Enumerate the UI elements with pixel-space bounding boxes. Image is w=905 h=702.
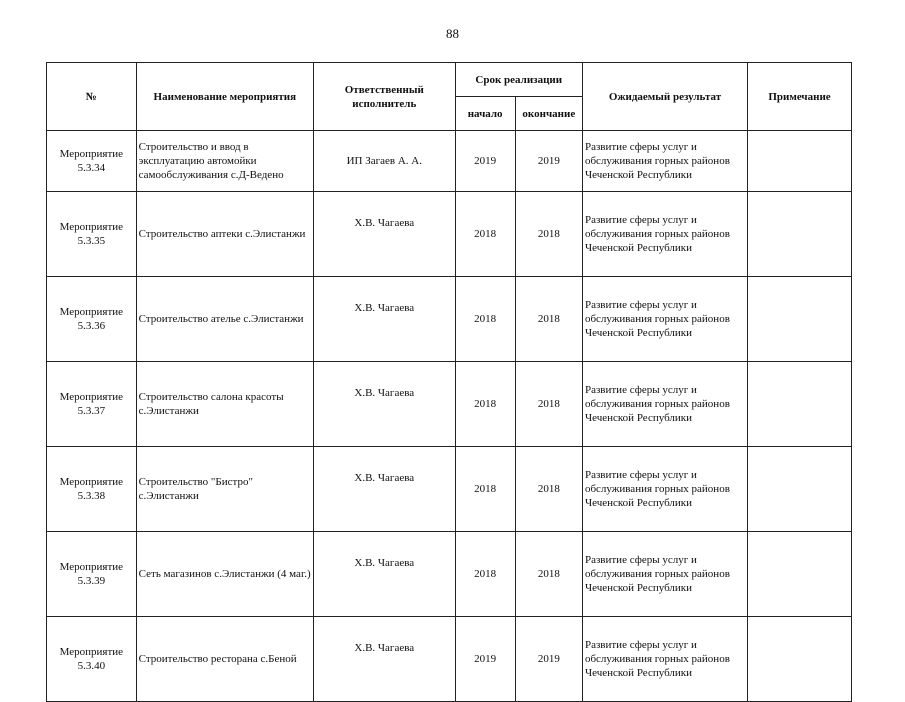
cell-note [748,277,852,362]
cell-num [47,131,137,192]
header-num: № [47,63,137,131]
page-number: 88 [446,26,459,41]
table-row [47,192,852,277]
cell-num [47,532,137,617]
cell-start: 2018 [455,277,515,362]
cell-name: Строительство салона красоты с.Элистанжи [136,362,313,447]
cell-name: Строительство ателье с.Элистанжи [136,277,313,362]
cell-num-label: Мероприятие [59,148,124,160]
cell-end: 2018 [515,447,582,532]
cell-responsible: ИП Загаев А. А. [313,131,455,192]
cell-name: Сеть магазинов с.Элистанжи (4 маг.) [136,532,313,617]
cell-end: 2018 [515,192,582,277]
cell-note [748,617,852,702]
cell-result: Развитие сферы услуг и обслуживания горных районов Чеченской Республики [582,447,747,532]
header-result: Ожидаемый результат [582,63,747,131]
cell-start: 2018 [455,447,515,532]
cell-responsible: Х.В. Чагаева [313,617,455,702]
cell-num-code: 5.3.39 [77,575,106,587]
cell-start: 2019 [455,617,515,702]
cell-name: Строительство "Бистро" с.Элистанжи [136,447,313,532]
cell-result: Развитие сферы услуг и обслуживания горных районов Чеченской Республики [582,617,747,702]
table-row [47,277,852,362]
cell-end: 2018 [515,532,582,617]
cell-num-label: Мероприятие [59,391,124,403]
cell-name: Строительство аптеки с.Элистанжи [136,192,313,277]
table-body [47,131,852,702]
activities-table [46,62,852,702]
cell-result: Развитие сферы услуг и обслуживания горных районов Чеченской Республики [582,532,747,617]
cell-name: Строительство ресторана с.Беной [136,617,313,702]
cell-result: Развитие сферы услуг и обслуживания горных районов Чеченской Республики [582,362,747,447]
cell-num-code: 5.3.38 [77,490,106,502]
cell-name: Строительство и ввод в эксплуатацию автомойки самообслуживания с.Д-Ведено [136,131,313,192]
cell-note [748,362,852,447]
cell-num-code: 5.3.34 [77,162,106,174]
cell-num-code: 5.3.36 [77,320,106,332]
cell-end: 2019 [515,131,582,192]
cell-result: Развитие сферы услуг и обслуживания горных районов Чеченской Республики [582,131,747,192]
header-end: окончание [515,97,582,131]
cell-num [47,192,137,277]
cell-start: 2019 [455,131,515,192]
table-row [47,362,852,447]
cell-num [47,617,137,702]
cell-result: Развитие сферы услуг и обслуживания горных районов Чеченской Республики [582,192,747,277]
cell-start: 2018 [455,362,515,447]
header-start: начало [455,97,515,131]
cell-responsible: Х.В. Чагаева [313,192,455,277]
cell-num-code: 5.3.35 [77,235,106,247]
header-period: Срок реализации [455,63,582,97]
cell-responsible: Х.В. Чагаева [313,447,455,532]
cell-num-label: Мероприятие [59,646,124,658]
cell-end: 2019 [515,617,582,702]
cell-start: 2018 [455,532,515,617]
cell-responsible: Х.В. Чагаева [313,362,455,447]
table-row [47,532,852,617]
cell-num-code: 5.3.37 [77,405,106,417]
header-note: Примечание [748,63,852,131]
cell-num [47,447,137,532]
cell-note [748,532,852,617]
cell-note [748,192,852,277]
table-row [47,447,852,532]
cell-start: 2018 [455,192,515,277]
table-header-row [47,63,852,97]
header-name: Наименование мероприятия [136,63,313,131]
table-row [47,617,852,702]
cell-end: 2018 [515,277,582,362]
cell-num [47,277,137,362]
cell-note [748,447,852,532]
cell-num-label: Мероприятие [59,306,124,318]
cell-num-label: Мероприятие [59,221,124,233]
cell-responsible: Х.В. Чагаева [313,532,455,617]
cell-end: 2018 [515,362,582,447]
cell-result: Развитие сферы услуг и обслуживания горных районов Чеченской Республики [582,277,747,362]
table-row [47,131,852,192]
cell-num [47,362,137,447]
cell-responsible: Х.В. Чагаева [313,277,455,362]
cell-num-code: 5.3.40 [77,660,106,672]
cell-note [748,131,852,192]
header-responsible: Ответственный исполнитель [313,63,455,131]
cell-num-label: Мероприятие [59,476,124,488]
cell-num-label: Мероприятие [59,561,124,573]
